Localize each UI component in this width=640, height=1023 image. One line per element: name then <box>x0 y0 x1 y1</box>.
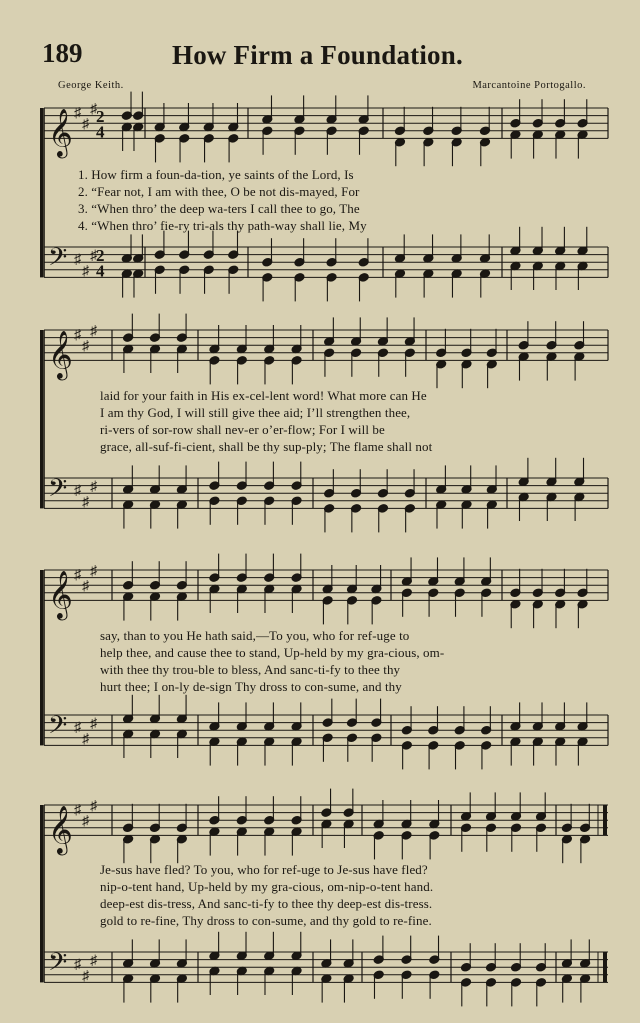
system-3-brace <box>40 570 43 745</box>
system-4-bass-sharp-icon: ♯ <box>82 968 89 984</box>
system-2-treble-sharp-icon: ♯ <box>82 339 89 355</box>
system-1-treble-sharp-icon: ♯ <box>82 117 89 133</box>
system-2-bass-sharp-icon: ♯ <box>74 483 81 499</box>
hymn-number: 189 <box>42 38 83 68</box>
treble-time-sig-top: 2 <box>96 107 105 127</box>
system-4-brace <box>40 805 43 982</box>
system-4-bass-clef-icon: 𝄢 <box>48 948 68 982</box>
system-1-treble-sharp-icon: ♯ <box>90 102 97 117</box>
lyric-line: help thee, and cause thee to stand, Up-held by my gra-cious, om- <box>100 645 445 660</box>
lyric-line: nip-o-tent hand, Up-held by my gra-cious, om-nip-o-tent hand. <box>100 879 434 894</box>
lyric-line: ri-vers of sor-row shall nev-er o’er-flow; For I will be <box>100 422 385 437</box>
system-1-bass-clef-icon: 𝄢 <box>48 243 68 277</box>
system-4-final-barline <box>603 952 607 982</box>
system-4-treble-sharp-icon: ♯ <box>90 799 97 814</box>
treble-time-sig-bottom: 4 <box>96 122 105 142</box>
system-2-treble-clef-icon: 𝄞 <box>48 332 73 379</box>
system-1-bass-sharp-icon: ♯ <box>82 263 89 279</box>
lyric-line: with thee thy trou-ble to bless, And sanc-ti-fy to thee thy <box>100 662 401 677</box>
system-3-treble-sharp-icon: ♯ <box>90 564 97 579</box>
system-3-treble-sharp-icon: ♯ <box>82 579 89 595</box>
lyric-line: laid for your faith in His ex-cel-lent word! What more can He <box>100 388 427 403</box>
lyric-line: hurt thee; I on-ly de-sign Thy dross to con-sume, and thy <box>100 679 402 694</box>
system-2-treble-sharp-icon: ♯ <box>90 324 97 339</box>
system-3-bass-sharp-icon: ♯ <box>90 716 97 732</box>
lyric-line: say, than to you He hath said,—To you, who for ref-uge to <box>100 628 410 643</box>
system-3-bass-sharp-icon: ♯ <box>82 731 89 747</box>
lyric-line: 1. How firm a foun-da-tion, ye saints of the Lord, Is <box>78 167 354 182</box>
system-4-treble-sharp-icon: ♯ <box>74 802 81 818</box>
bass-time-sig-bottom: 4 <box>96 261 105 281</box>
lyric-line: gold to re-fine, Thy dross to con-sume, and thy gold to re-fine. <box>100 913 432 928</box>
lyric-line: Je-sus have fled? To you, who for ref-uge to Je-sus have fled? <box>100 862 428 877</box>
system-4-bass-sharp-icon: ♯ <box>74 957 81 973</box>
lyric-line: deep-est dis-tress, And sanc-ti-fy to thee thy deep-est dis-tress. <box>100 896 433 911</box>
system-1-treble-clef-icon: 𝄞 <box>48 110 73 157</box>
hymn-title: How Firm a Foundation. <box>172 40 463 70</box>
system-1-bass-sharp-icon: ♯ <box>90 248 97 264</box>
lyric-line: grace, all-suf-fi-cient, shall be thy sup-ply; The flame shall not <box>100 439 433 454</box>
system-1-brace <box>40 108 43 277</box>
system-4-bass-sharp-icon: ♯ <box>90 953 97 969</box>
system-2-brace <box>40 330 43 508</box>
system-2-bass-sharp-icon: ♯ <box>82 494 89 510</box>
system-1-treble-sharp-icon: ♯ <box>74 105 81 121</box>
lyric-line: 2. “Fear not, I am with thee, O be not dis-mayed, For <box>78 184 360 199</box>
system-2-bass-sharp-icon: ♯ <box>90 479 97 495</box>
system-2-bass-clef-icon: 𝄢 <box>48 474 68 508</box>
lyric-line: I am thy God, I will still give thee aid; I’ll strengthen thee, <box>100 405 411 420</box>
system-3-bass-sharp-icon: ♯ <box>74 720 81 736</box>
system-4-treble-clef-icon: 𝄞 <box>48 807 73 854</box>
system-3-bass-clef-icon: 𝄢 <box>48 711 68 745</box>
lyric-line: 3. “When thro’ the deep wa-ters I call thee to go, The <box>78 201 360 216</box>
system-3-treble-clef-icon: 𝄞 <box>48 572 73 619</box>
system-1-bass-sharp-icon: ♯ <box>74 252 81 268</box>
system-4-final-barline <box>603 805 607 835</box>
bass-time-sig-top: 2 <box>96 246 105 266</box>
system-4-treble-sharp-icon: ♯ <box>82 814 89 830</box>
composer-credit: Marcantoine Portogallo. <box>472 80 586 91</box>
author-credit: George Keith. <box>58 80 124 91</box>
system-2-treble-sharp-icon: ♯ <box>74 327 81 343</box>
system-3-treble-sharp-icon: ♯ <box>74 567 81 583</box>
lyric-line: 4. “When thro’ fie-ry tri-als thy path-way shall lie, My <box>78 218 367 233</box>
